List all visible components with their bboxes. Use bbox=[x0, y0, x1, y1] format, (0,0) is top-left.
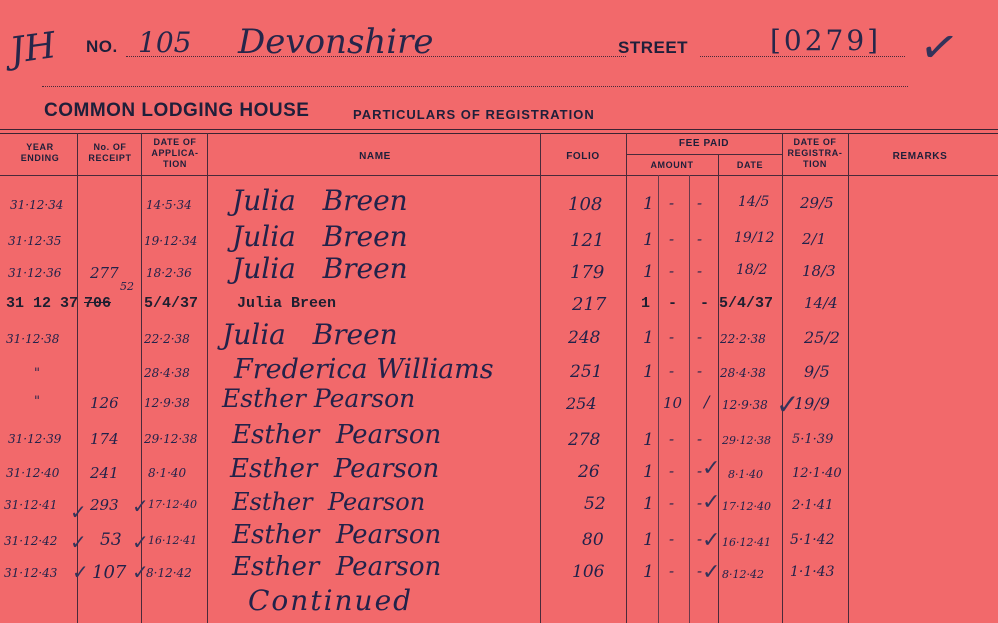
fee-date: 8·12·42 bbox=[722, 568, 764, 581]
card-subtitle: PARTICULARS OF REGISTRATION bbox=[353, 107, 595, 122]
fee-date: 12·9·38 bbox=[722, 398, 768, 412]
receipt-number: 706 bbox=[84, 295, 112, 312]
registration-date: 19/9 bbox=[794, 394, 830, 413]
header-name: NAME bbox=[359, 151, 391, 162]
registration-date: 9/5 bbox=[804, 362, 830, 381]
licensee-name: Esther Pearson bbox=[230, 454, 440, 484]
check-mark-icon: ✓ bbox=[132, 530, 149, 554]
fee-pence: - bbox=[697, 562, 703, 580]
licensee-name: Esther Pearson bbox=[232, 552, 442, 582]
number-label: NO. bbox=[86, 37, 118, 56]
application-date: 19·12·34 bbox=[144, 234, 198, 248]
check-mark-icon: ✓ bbox=[72, 560, 89, 584]
folio-number: 251 bbox=[570, 362, 603, 382]
registration-date: 5·1·42 bbox=[790, 532, 835, 548]
folio-number: 106 bbox=[572, 562, 605, 582]
house-number: 105 bbox=[138, 26, 192, 59]
registration-date: 14/4 bbox=[804, 294, 838, 312]
folio-number: 108 bbox=[568, 194, 603, 215]
fee-pence: - bbox=[697, 494, 703, 512]
registration-date: 18/3 bbox=[802, 262, 836, 280]
receipt-correction: 52 bbox=[120, 280, 134, 293]
licensee-name: Julia Breen bbox=[232, 184, 408, 217]
folio-number: 121 bbox=[570, 230, 605, 251]
fee-pence: - bbox=[697, 462, 703, 480]
fee-date: 18/2 bbox=[736, 262, 768, 278]
folio-number: 26 bbox=[578, 462, 600, 482]
fee-pence: - bbox=[697, 430, 703, 448]
header-receipt: No. OF RECEIPT bbox=[88, 142, 132, 163]
fee-pounds: 1 bbox=[643, 262, 654, 282]
folio-number: 52 bbox=[584, 494, 606, 514]
year-ending: 31·12·41 bbox=[4, 498, 58, 512]
fee-date: 16·12·41 bbox=[722, 536, 771, 549]
registration-date: 25/2 bbox=[804, 328, 840, 347]
registration-date: 2·1·41 bbox=[792, 498, 834, 513]
fee-pounds: 1 bbox=[641, 295, 651, 312]
year-ending: 31·12·40 bbox=[6, 466, 60, 480]
reference-number: [0279] bbox=[770, 24, 882, 57]
check-mark-icon: ✓ bbox=[776, 388, 800, 421]
folio-number: 254 bbox=[566, 394, 597, 413]
receipt-number: 107 bbox=[92, 562, 127, 583]
licensee-name: Esther Pearson bbox=[232, 520, 442, 550]
continued-note: Continued bbox=[248, 584, 414, 617]
registration-date: 12·1·40 bbox=[792, 466, 842, 481]
registration-date: 29/5 bbox=[800, 194, 834, 212]
fee-pence: - bbox=[697, 328, 703, 346]
fee-pounds: 1 bbox=[643, 230, 654, 250]
fee-date: 17·12·40 bbox=[722, 500, 771, 513]
licensee-name: Frederica Williams bbox=[234, 354, 494, 385]
licensee-name: Julia Breen bbox=[237, 295, 337, 312]
street-label: STREET bbox=[618, 38, 689, 57]
year-ending: 31·12·39 bbox=[8, 432, 62, 446]
receipt-number: 293 bbox=[90, 496, 119, 514]
application-date: 28·4·38 bbox=[144, 366, 190, 380]
fee-date: 8·1·40 bbox=[728, 468, 763, 481]
year-ending: 31·12·38 bbox=[6, 332, 60, 346]
fee-shillings: - bbox=[669, 530, 675, 548]
licensee-name: Julia Breen bbox=[222, 318, 398, 351]
folio-number: 217 bbox=[572, 294, 607, 315]
fee-pence: - bbox=[697, 194, 703, 212]
receipt-number: 277 bbox=[90, 264, 119, 282]
fee-pence: - bbox=[697, 530, 703, 548]
receipt-number: 174 bbox=[90, 430, 119, 448]
folio-number: 248 bbox=[568, 328, 601, 348]
year-ending: " bbox=[34, 394, 40, 409]
application-date: 16·12·41 bbox=[148, 534, 197, 547]
application-date: 12·9·38 bbox=[144, 396, 190, 410]
fee-date: 14/5 bbox=[738, 194, 770, 210]
application-date: 8·1·40 bbox=[148, 466, 187, 480]
licensee-name: Julia Breen bbox=[232, 252, 408, 285]
fee-pence: / bbox=[704, 392, 710, 411]
fee-pounds: 1 bbox=[643, 194, 654, 214]
fee-pence: - bbox=[697, 362, 703, 380]
header-application: DATE OF APPLICA- TION bbox=[151, 137, 199, 169]
receipt-number: 241 bbox=[90, 464, 119, 482]
licensee-name: Esther Pearson bbox=[232, 420, 442, 450]
fee-date: 5/4/37 bbox=[719, 295, 774, 312]
check-mark-icon: ✓ bbox=[70, 500, 87, 524]
fee-pence: - bbox=[697, 230, 703, 248]
fee-shillings: - bbox=[668, 295, 678, 312]
fee-pounds: 1 bbox=[643, 530, 654, 550]
fee-shillings: - bbox=[669, 230, 675, 248]
licensee-name: Julia Breen bbox=[232, 220, 408, 253]
header-date: DATE bbox=[736, 160, 764, 170]
application-date: 17·12·40 bbox=[148, 498, 197, 511]
year-ending: 31·12·42 bbox=[4, 534, 58, 548]
licensee-name: Esther Pearson bbox=[232, 488, 426, 516]
fee-pounds: 1 bbox=[643, 362, 654, 382]
fee-pounds: 1 bbox=[643, 328, 654, 348]
fee-pence: - bbox=[700, 295, 710, 312]
year-ending: 31·12·36 bbox=[8, 266, 62, 280]
fee-date: 19/12 bbox=[734, 230, 775, 246]
fee-date: 28·4·38 bbox=[720, 366, 766, 380]
header-registration: DATE OF REGISTRA- TION bbox=[787, 137, 843, 169]
licensee-name: Esther Pearson bbox=[222, 384, 416, 413]
check-mark-icon: ✓ bbox=[702, 490, 721, 515]
registration-date: 1·1·43 bbox=[790, 564, 835, 580]
application-date: 5/4/37 bbox=[144, 295, 199, 312]
fee-shillings: - bbox=[669, 194, 675, 212]
check-mark-icon: ✓ bbox=[702, 456, 721, 481]
folio-number: 278 bbox=[568, 430, 601, 450]
fee-shillings: - bbox=[669, 328, 675, 346]
year-ending: 31·12·43 bbox=[4, 566, 58, 580]
fee-shillings: - bbox=[669, 430, 675, 448]
fee-shillings: - bbox=[669, 494, 675, 512]
folio-number: 80 bbox=[582, 530, 604, 550]
header-folio: FOLIO bbox=[566, 151, 600, 162]
card-title: COMMON LODGING HOUSE bbox=[44, 100, 310, 121]
fee-pounds: 1 bbox=[643, 494, 654, 514]
fee-shillings: - bbox=[669, 362, 675, 380]
folio-number: 179 bbox=[570, 262, 605, 283]
check-mark-icon: ✓ bbox=[70, 530, 87, 554]
check-mark-icon: ✓ bbox=[132, 494, 149, 518]
application-date: 22·2·38 bbox=[144, 332, 190, 346]
check-mark-icon: ✓ bbox=[702, 528, 721, 553]
fee-shillings: 10 bbox=[663, 394, 683, 412]
receipt-number: 126 bbox=[90, 394, 119, 412]
fee-date: 22·2·38 bbox=[720, 332, 766, 346]
application-date: 8·12·42 bbox=[146, 566, 192, 580]
header-fee-paid: FEE PAID bbox=[678, 138, 730, 149]
registration-date: 5·1·39 bbox=[792, 432, 834, 447]
header-year-ending: YEAR ENDING bbox=[20, 142, 60, 163]
fee-shillings: - bbox=[669, 462, 675, 480]
fee-pounds: 1 bbox=[643, 430, 654, 450]
application-date: 14·5·34 bbox=[146, 198, 192, 212]
initials-mark: JH bbox=[7, 25, 59, 72]
fee-shillings: - bbox=[669, 262, 675, 280]
street-name: Devonshire bbox=[238, 22, 434, 62]
application-date: 29·12·38 bbox=[144, 432, 198, 446]
year-ending: " bbox=[34, 366, 40, 381]
year-ending: 31·12·35 bbox=[8, 234, 62, 248]
fee-date: 29·12·38 bbox=[722, 434, 771, 447]
fee-shillings: - bbox=[669, 562, 675, 580]
year-ending: 31·12·34 bbox=[10, 198, 64, 212]
header-remarks: REMARKS bbox=[892, 151, 948, 162]
fee-pounds: 1 bbox=[643, 562, 654, 582]
application-date: 18·2·36 bbox=[146, 266, 192, 280]
check-mark-icon: ✓ bbox=[132, 560, 149, 584]
check-mark-icon: ✓ bbox=[915, 17, 963, 77]
fee-pounds: 1 bbox=[643, 462, 654, 482]
year-ending: 31 12 37 bbox=[6, 295, 79, 312]
fee-pence: - bbox=[697, 262, 703, 280]
registration-date: 2/1 bbox=[802, 230, 827, 248]
check-mark-icon: ✓ bbox=[702, 560, 721, 585]
receipt-number: 53 bbox=[100, 530, 122, 550]
header-amount: AMOUNT bbox=[650, 160, 694, 170]
